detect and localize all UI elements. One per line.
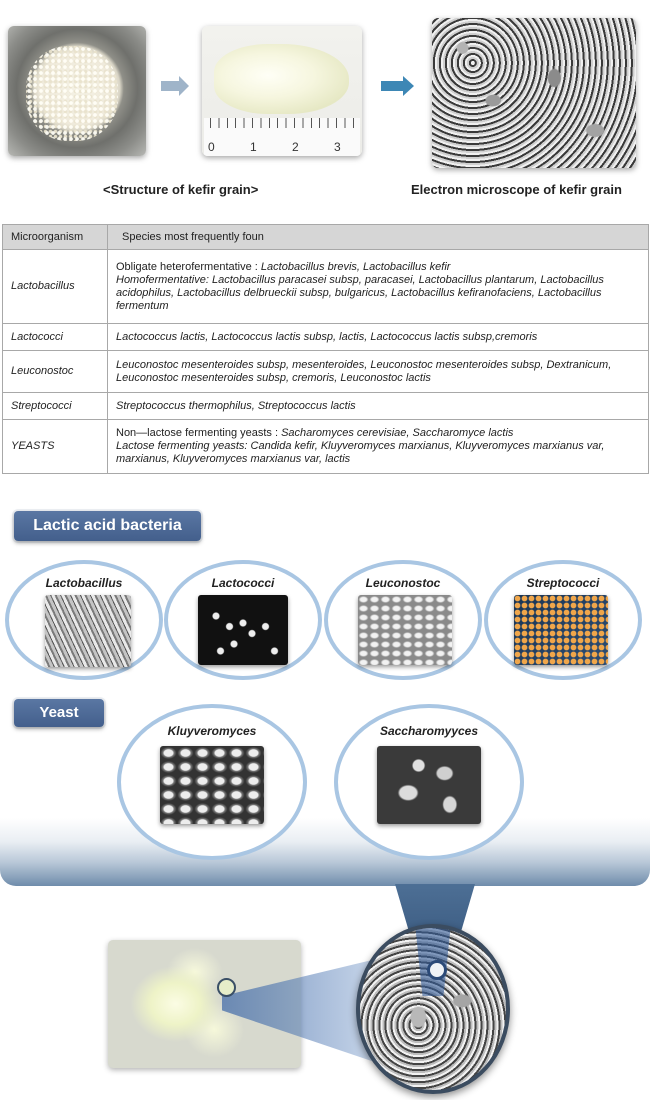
circle-saccharomyyces <box>334 704 524 860</box>
arrow-right-icon-head <box>179 76 189 96</box>
table-row <box>3 324 649 351</box>
kefir-grain-blob <box>214 44 349 114</box>
organism-cell: Leuconostoc <box>3 351 108 393</box>
species-line <box>116 400 640 413</box>
circle-label: Lactobacillus <box>45 576 123 590</box>
species-line-italic: Lactococcus lactis, Lactococcus lactis subsp, lactis, Lactococcus lactis subsp,cremoris <box>116 330 538 343</box>
species-line <box>116 274 640 313</box>
circle-label: Streptococci <box>526 576 600 590</box>
arrow-right-icon <box>161 81 179 91</box>
leuconostoc-image <box>358 595 452 665</box>
magnified-microscope-view <box>356 924 510 1094</box>
kefir-grains-bowl-photo <box>8 26 146 156</box>
organism-cell: Streptococci <box>3 393 108 420</box>
circle-leuconostoc <box>324 560 482 680</box>
circle-lactobacillus <box>5 560 163 680</box>
circle-streptococci <box>484 560 642 680</box>
species-line-italic: Lactobacillus brevis, Lactobacillus kefir <box>260 260 451 273</box>
species-line-italic: Leuconostoc mesenteroides subsp, mesenteroides, Leuconostoc mesenteroides subsp, Dextranicum, Leuconostoc mesenteroides subsp, cremoris, Leuconostoc lactis <box>116 358 612 384</box>
streptococci-image <box>514 595 608 665</box>
circle-lactococci <box>164 560 322 680</box>
species-line-plain: Non—lactose fermenting yeasts : <box>116 427 282 439</box>
species-line-italic: Streptococcus thermophilus, Streptococcus lactis <box>116 399 356 412</box>
arrow-right-icon-head <box>403 76 414 96</box>
ruler-number: 3 <box>334 140 341 154</box>
table-row <box>3 250 649 324</box>
saccharomyyces-image <box>377 746 481 824</box>
ruler-number: 2 <box>292 140 299 154</box>
species-line <box>116 427 640 440</box>
lactobacillus-image <box>45 595 131 667</box>
species-cell <box>108 351 649 393</box>
circle-label: Leuconostoc <box>365 576 441 590</box>
species-line-italic: Sacharomyces cerevisiae, Saccharomyce lactis <box>281 427 514 439</box>
ruler-number: 1 <box>250 140 257 154</box>
table-row <box>3 393 649 420</box>
column-header-microorganism: Microorganism <box>3 225 108 250</box>
small-lens-icon <box>217 978 236 997</box>
species-line <box>116 261 640 274</box>
organism-cell: YEASTS <box>3 420 108 474</box>
ruler-number: 0 <box>208 140 215 154</box>
lactic-acid-bacteria-badge: Lactic acid bacteria <box>14 511 201 541</box>
table-row <box>3 351 649 393</box>
kefir-grain-ruler-photo <box>202 26 362 156</box>
species-line-plain: Obligate heterofermentative : <box>116 260 261 273</box>
circle-label: Saccharomyyces <box>379 724 479 738</box>
table-header-row <box>3 225 649 250</box>
circle-label: Kluyveromyces <box>167 724 257 738</box>
species-line <box>116 440 640 466</box>
species-cell <box>108 250 649 324</box>
yeast-badge: Yeast <box>14 699 104 727</box>
species-cell <box>108 420 649 474</box>
species-line <box>116 331 640 344</box>
column-header-species: Species most frequently foun <box>108 225 649 250</box>
species-cell <box>108 393 649 420</box>
species-cell <box>108 324 649 351</box>
kluyveromyces-image <box>160 746 264 824</box>
circle-kluyveromyces <box>117 704 307 860</box>
panel-base <box>0 818 650 886</box>
arrow-right-icon <box>381 81 403 91</box>
table-row <box>3 420 649 474</box>
species-line <box>116 359 640 385</box>
species-line-italic: Homofermentative: Lactobacillus paracasei subsp, paracasei, Lactobacillus plantarum, Lactobacillus acidophilus, Lactobacillus delbrueckii subsp, bulgaricus, Lactobacillus kefiranofaciens, Lactobacillus fermentum <box>116 273 604 312</box>
ruler <box>204 118 360 156</box>
electron-microscope-photo <box>432 18 636 168</box>
caption-structure-of-kefir-grain: <Structure of kefir grain> <box>103 182 259 197</box>
organism-cell: Lactococci <box>3 324 108 351</box>
species-table <box>2 224 649 474</box>
organism-cell: Lactobacillus <box>3 250 108 324</box>
circle-label: Lactococci <box>211 576 275 590</box>
caption-electron-microscope: Electron microscope of kefir grain <box>411 182 622 197</box>
lactococci-image <box>198 595 288 665</box>
lens-focus-icon <box>427 960 447 980</box>
species-line-italic: Lactose fermenting yeasts: Candida kefir, Kluyveromyces marxianus, Kluyveromyces marxianus var, marxianus, Kluyveromyces marxianus var, lactis <box>116 440 605 465</box>
